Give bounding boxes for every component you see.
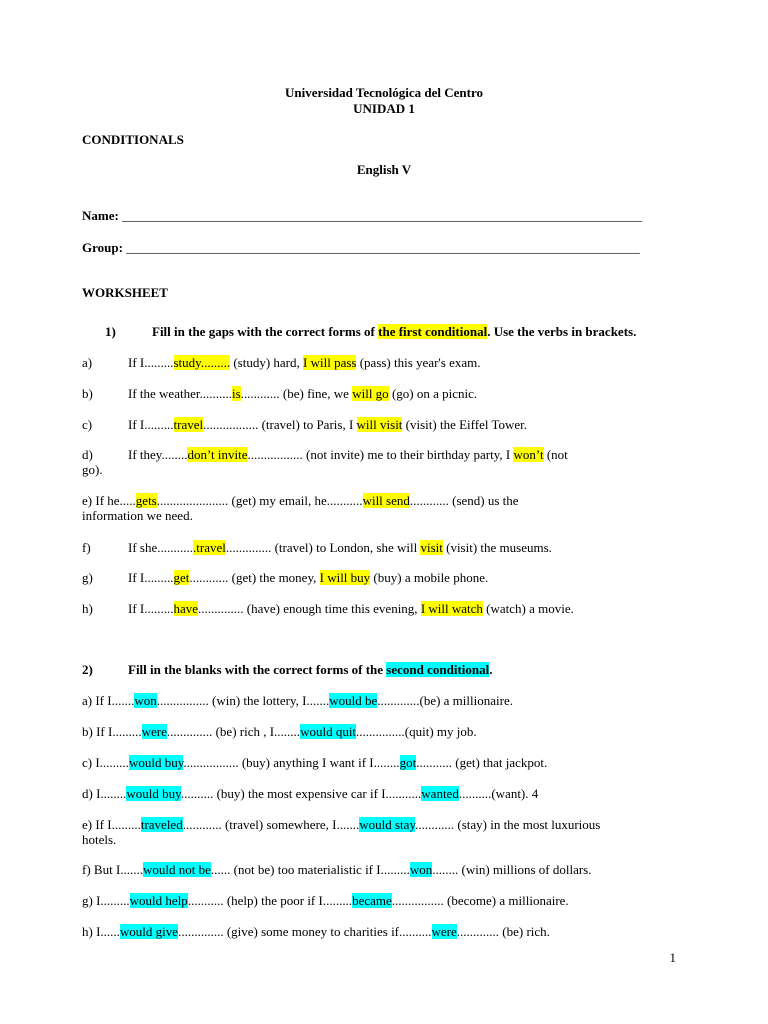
answer-highlight: would quit — [300, 724, 357, 739]
sentence-text: ........... (get) that jackpot. — [416, 755, 548, 770]
group-field — [82, 240, 640, 256]
answer-highlight: would not be — [143, 862, 211, 877]
sentence-text: ................. (not invite) me to their birthday party, I — [247, 447, 514, 462]
sentence-text: (pass) this year's exam. — [356, 355, 481, 370]
sentence-text: ............ (send) us the — [409, 493, 519, 508]
sentence-text: ................. (travel) to Paris, I — [203, 417, 357, 432]
answer-highlight: get — [173, 570, 190, 585]
answer-highlight: will send — [362, 493, 410, 508]
sentence-text: ...... (not be) too materialistic if I......... — [210, 862, 410, 877]
sentence-text: ............ (travel) somewhere, I....... — [182, 817, 360, 832]
sentence-text: .............. (have) enough time this evening, — [198, 601, 421, 616]
sentence-text: c) I......... — [82, 755, 129, 770]
university-name: Universidad Tecnológica del Centro — [284, 85, 484, 100]
sentence-text: (visit) the Eiffel Tower. — [402, 417, 528, 432]
sentence-text: (study) hard, — [230, 355, 304, 370]
item-label: b) — [82, 386, 93, 401]
exercise-item — [82, 724, 477, 740]
answer-highlight: became — [352, 893, 392, 908]
exercise-item — [128, 417, 527, 433]
sentence-text: If I......... — [128, 570, 174, 585]
exercise-item — [82, 786, 538, 802]
sentence-text: b) If I......... — [82, 724, 142, 739]
item-continuation: information we need. — [82, 508, 193, 523]
sentence-text: If I......... — [128, 417, 174, 432]
answer-highlight: would help — [129, 893, 188, 908]
section2-number: 2) — [82, 662, 93, 677]
exercise-item — [128, 601, 574, 617]
group-line: _______________________________________________________________________________ — [126, 240, 640, 255]
sentence-text: .............. (travel) to London, she will — [225, 540, 421, 555]
answer-highlight: traveled — [140, 817, 183, 832]
name-label: Name: — [82, 208, 123, 223]
sentence-text: (watch) a movie. — [482, 601, 574, 616]
page-number: 1 — [669, 950, 676, 965]
sentence-text: ...............(quit) my job. — [356, 724, 477, 739]
name-line: ________________________________________________________________________________ — [122, 208, 643, 223]
worksheet-title: WORKSHEET — [82, 285, 168, 300]
item-label: a) — [82, 355, 93, 370]
sentence-text: ............. (be) rich. — [456, 924, 550, 939]
answer-highlight: would buy — [128, 755, 184, 770]
item-label: f) — [82, 540, 91, 555]
sentence-text: (go) on a picnic. — [388, 386, 478, 401]
sentence-text: If they........ — [128, 447, 188, 462]
answer-highlight: is — [231, 386, 241, 401]
sentence-text: .............. (be) rich , I........ — [166, 724, 301, 739]
sentence-text: (not — [543, 447, 568, 462]
answer-highlight: I will pass — [303, 355, 357, 370]
answer-highlight: gets — [135, 493, 157, 508]
sentence-text: (visit) the museums. — [442, 540, 552, 555]
answer-highlight: got — [399, 755, 417, 770]
name-field — [82, 208, 642, 224]
answer-highlight: would stay — [359, 817, 416, 832]
second-conditional-highlight: second conditional — [386, 662, 490, 677]
sentence-text: ............ (be) fine, we — [240, 386, 353, 401]
answer-highlight: won — [409, 862, 433, 877]
exercise-item — [82, 693, 513, 709]
item-label: d) — [82, 447, 93, 462]
sentence-text: (buy) a mobile phone. — [370, 570, 489, 585]
exercise-item — [128, 355, 480, 371]
sentence-text: If the weather.......... — [128, 386, 232, 401]
exercise-item — [82, 817, 600, 833]
item-continuation: go). — [82, 462, 103, 477]
item-continuation: hotels. — [82, 832, 117, 847]
sentence-text: If I......... — [128, 355, 174, 370]
sentence-text: ............ (stay) in the most luxurious — [415, 817, 601, 832]
exercise-item — [128, 540, 552, 556]
sentence-text: If she........... — [128, 540, 193, 555]
answer-highlight: travel — [173, 417, 204, 432]
answer-highlight: will go — [352, 386, 389, 401]
sentence-text: f) But I....... — [82, 862, 144, 877]
topic-title: CONDITIONALS — [82, 132, 184, 147]
answer-highlight: I will watch — [420, 601, 483, 616]
exercise-item — [82, 862, 592, 878]
sentence-text: If he..... — [95, 493, 136, 508]
sentence-text: ...................... (get) my email, he........... — [156, 493, 363, 508]
exercise-item — [128, 386, 477, 402]
answer-highlight: won — [134, 693, 157, 708]
item-label: c) — [82, 417, 93, 432]
group-label: Group: — [82, 240, 127, 255]
course-title: English V — [356, 162, 412, 177]
item-label: g) — [82, 570, 93, 585]
sentence-text: g) I......... — [82, 893, 130, 908]
answer-highlight: study......... — [173, 355, 231, 370]
exercise-item — [82, 893, 569, 909]
sentence-text: .............(be) a millionaire. — [377, 693, 513, 708]
sentence-text: a) If I....... — [82, 693, 135, 708]
sentence-text: d) I........ — [82, 786, 127, 801]
answer-highlight: were — [141, 724, 167, 739]
answer-highlight: visit — [420, 540, 443, 555]
answer-highlight: don’t invite — [187, 447, 248, 462]
answer-highlight: have — [173, 601, 199, 616]
sentence-text: ................ (win) the lottery, I....... — [156, 693, 330, 708]
item-label: e) — [82, 493, 96, 508]
answer-highlight: will visit — [356, 417, 403, 432]
answer-highlight: won’t — [513, 447, 544, 462]
sentence-text: .......... (buy) the most expensive car if I........... — [180, 786, 422, 801]
exercise-item — [128, 447, 568, 463]
answer-highlight: wanted — [421, 786, 459, 801]
section1-instruction: Fill in the gaps with the correct forms of the first conditional. Use the verbs in brackets. — [152, 324, 637, 339]
sentence-text: ................. (buy) anything I want if I........ — [183, 755, 400, 770]
answer-highlight: would buy — [126, 786, 181, 801]
exercise-item — [82, 755, 547, 771]
first-conditional-highlight: the first conditional — [378, 324, 488, 339]
sentence-text: ........ (win) millions of dollars. — [432, 862, 592, 877]
unit-title: UNIDAD 1 — [353, 101, 415, 116]
sentence-text: ................ (become) a millionaire. — [391, 893, 569, 908]
answer-highlight: would be — [329, 693, 378, 708]
exercise-item — [128, 570, 488, 586]
section2-instruction: Fill in the blanks with the correct forms of the second conditional. — [128, 662, 493, 677]
answer-highlight: .travel — [193, 540, 226, 555]
answer-highlight: would give — [119, 924, 179, 939]
exercise-item — [82, 493, 519, 509]
sentence-text: e) If I......... — [82, 817, 141, 832]
section1-number: 1) — [105, 324, 116, 339]
answer-highlight: were — [431, 924, 457, 939]
sentence-text: .............. (give) some money to charities if.......... — [178, 924, 432, 939]
sentence-text: ........... (help) the poor if I......... — [187, 893, 353, 908]
answer-highlight: I will buy — [319, 570, 371, 585]
item-label: h) — [82, 601, 93, 616]
sentence-text: If I......... — [128, 601, 174, 616]
exercise-item — [82, 924, 550, 940]
sentence-text: ............ (get) the money, — [189, 570, 320, 585]
sentence-text: ..........(want). 4 — [458, 786, 539, 801]
sentence-text: h) I...... — [82, 924, 120, 939]
